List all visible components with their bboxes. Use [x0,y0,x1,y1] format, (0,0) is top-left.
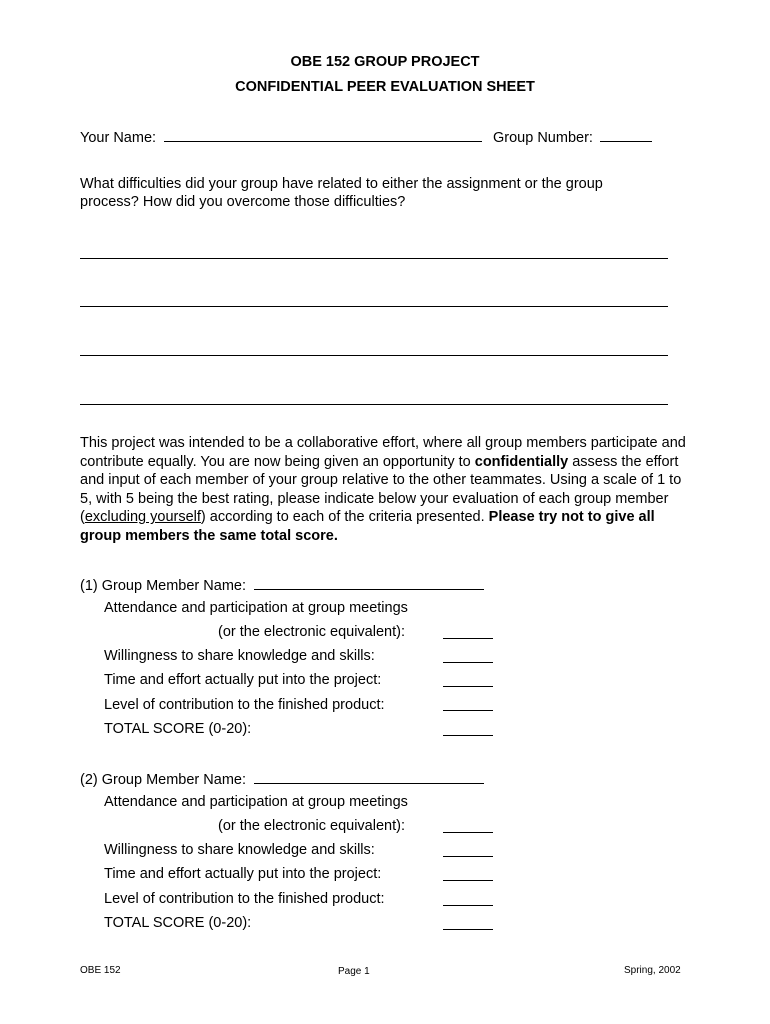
instructions-underline-excluding: excluding yourself [84,509,201,526]
score-field-attendance[interactable] [443,832,493,833]
total-score-label: TOTAL SCORE (0-20): [104,721,252,737]
instructions-text-2: assess the effort and input of each member of your group relative to the other teammates. Using a scale of 1 to 5, with 5 being the best rating, please indicate below your evaluation of each group member ( [80,453,682,526]
criteria-willingness: Willingness to share knowledge and skills: [104,648,375,664]
your-name-field[interactable] [164,127,482,142]
score-field-total[interactable] [443,735,493,736]
instructions-paragraph [80,434,690,546]
criteria-willingness: Willingness to share knowledge and skills: [104,842,375,858]
score-field-contribution[interactable] [443,905,493,906]
page-subtitle: CONFIDENTIAL PEER EVALUATION SHEET [235,79,535,95]
score-field-contribution[interactable] [443,710,493,711]
score-field-time-effort[interactable] [443,686,493,687]
score-field-total[interactable] [443,929,493,930]
criteria-attendance-cont: (or the electronic equivalent): [218,818,405,834]
instructions-text-1: This project was intended to be a collaborative effort, where all group members participate and contribute equally. You are now being given an opportunity to [80,435,686,470]
answer-line-4[interactable] [80,404,668,405]
criteria-attendance: Attendance and participation at group meetings [104,600,408,616]
total-score-label: TOTAL SCORE (0-20): [104,915,252,931]
footer-page-number: Page 1 [338,966,370,977]
footer-course: OBE 152 [80,965,121,976]
score-field-attendance[interactable] [443,638,493,639]
criteria-attendance: Attendance and participation at group meetings [104,794,408,810]
criteria-attendance-cont: (or the electronic equivalent): [218,624,405,640]
criteria-contribution: Level of contribution to the finished product: [104,697,385,713]
page-title: OBE 152 GROUP PROJECT [290,54,480,70]
group-number-field[interactable] [600,127,652,142]
instructions-text-3: ) according to each of the criteria presented. [200,509,489,526]
member-heading: (2) Group Member Name: [80,772,246,788]
your-name-row [80,127,482,146]
score-field-time-effort[interactable] [443,880,493,881]
answer-line-1[interactable] [80,258,668,259]
your-name-label: Your Name: [80,130,157,146]
criteria-contribution: Level of contribution to the finished product: [104,891,385,907]
group-number-label: Group Number: [493,130,593,146]
member-name-row [80,769,484,788]
answer-line-3[interactable] [80,355,668,356]
group-number-row [493,127,652,146]
criteria-time-effort: Time and effort actually put into the project: [104,672,382,688]
member-name-field[interactable] [254,769,484,784]
member-heading: (1) Group Member Name: [80,578,246,594]
criteria-time-effort: Time and effort actually put into the project: [104,866,382,882]
member-name-field[interactable] [254,575,484,590]
instructions-bold-confidentially: confidentially [474,453,569,470]
instructions-bold-please-try: Please try not to give all group members the same total score. [80,509,655,544]
answer-line-2[interactable] [80,306,668,307]
score-field-willingness[interactable] [443,662,493,663]
question-line-2: process? How did you overcome those difficulties? [80,194,406,210]
footer-term: Spring, 2002 [624,965,681,976]
member-name-row [80,575,484,594]
question-line-1: What difficulties did your group have related to either the assignment or the group [80,176,603,192]
score-field-willingness[interactable] [443,856,493,857]
